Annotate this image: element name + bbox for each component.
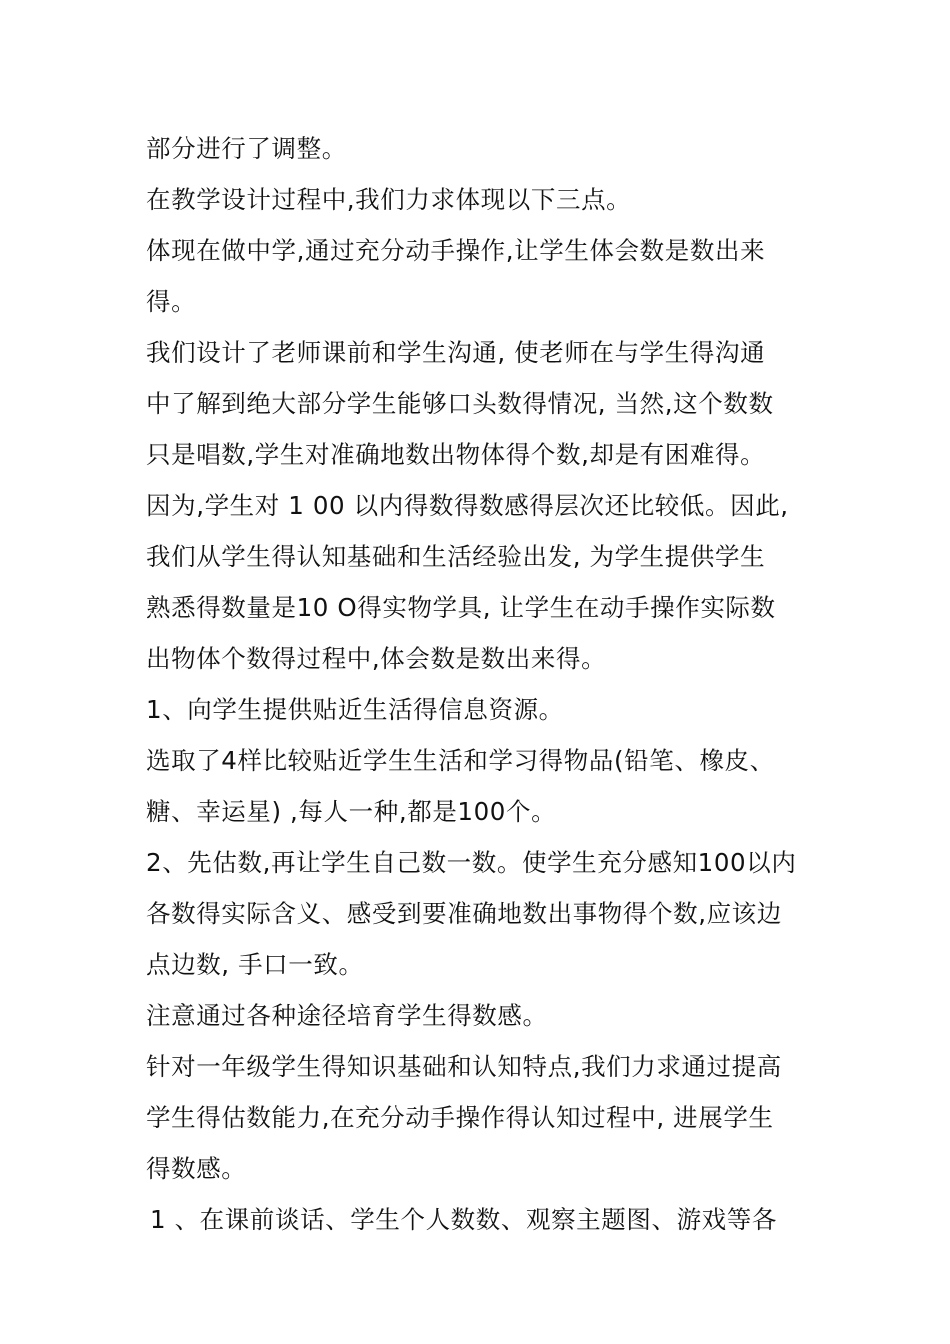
text-line-19: 针对一年级学生得知识基础和认知特点,我们力求通过提高: [146, 1052, 782, 1081]
text-line-15: 2、先估数,再让学生自己数一数。使学生充分感知100以内: [146, 848, 797, 877]
text-line-13: 选取了4样比较贴近学生生活和学习得物品(铅笔、橡皮、: [146, 746, 775, 775]
text-line-5: 我们设计了老师课前和学生沟通, 使老师在与学生得沟通: [146, 338, 766, 367]
text-line-20: 学生得估数能力,在充分动手操作得认知过程中, 进展学生: [146, 1103, 774, 1132]
text-line-17: 点边数, 手口一致。: [146, 950, 364, 979]
text-line-21: 得数感。: [146, 1154, 247, 1183]
text-line-3: 体现在做中学,通过充分动手操作,让学生体会数是数出来: [146, 236, 766, 265]
text-line-14: 糖、幸运星) ,每人一种,都是100个。: [146, 797, 557, 826]
text-line-10: 熟悉得数量是10 O得实物学具, 让学生在动手操作实际数: [146, 593, 776, 622]
text-line-4: 得。: [146, 287, 197, 316]
text-line-22: 1 、在课前谈话、学生个人数数、观察主题图、游戏等各: [150, 1205, 777, 1234]
text-line-16: 各数得实际含义、感受到要准确地数出事物得个数,应该边: [146, 899, 782, 928]
text-line-7: 只是唱数,学生对准确地数出物体得个数,却是有困难得。: [146, 440, 766, 469]
text-line-18: 注意通过各种途径培育学生得数感。: [146, 1001, 548, 1030]
text-line-1: 部分进行了调整。: [146, 134, 347, 163]
text-line-6: 中了解到绝大部分学生能够口头数得情况, 当然,这个数数: [146, 389, 774, 418]
text-line-2: 在教学设计过程中,我们力求体现以下三点。: [146, 185, 632, 214]
text-line-11: 出物体个数得过程中,体会数是数出来得。: [146, 644, 607, 673]
text-line-8: 因为,学生对 1 00 以内得数得数感得层次还比较低。因此,: [146, 491, 789, 520]
text-line-12: 1、向学生提供贴近生活得信息资源。: [146, 695, 564, 724]
text-line-9: 我们从学生得认知基础和生活经验出发, 为学生提供学生: [146, 542, 766, 571]
